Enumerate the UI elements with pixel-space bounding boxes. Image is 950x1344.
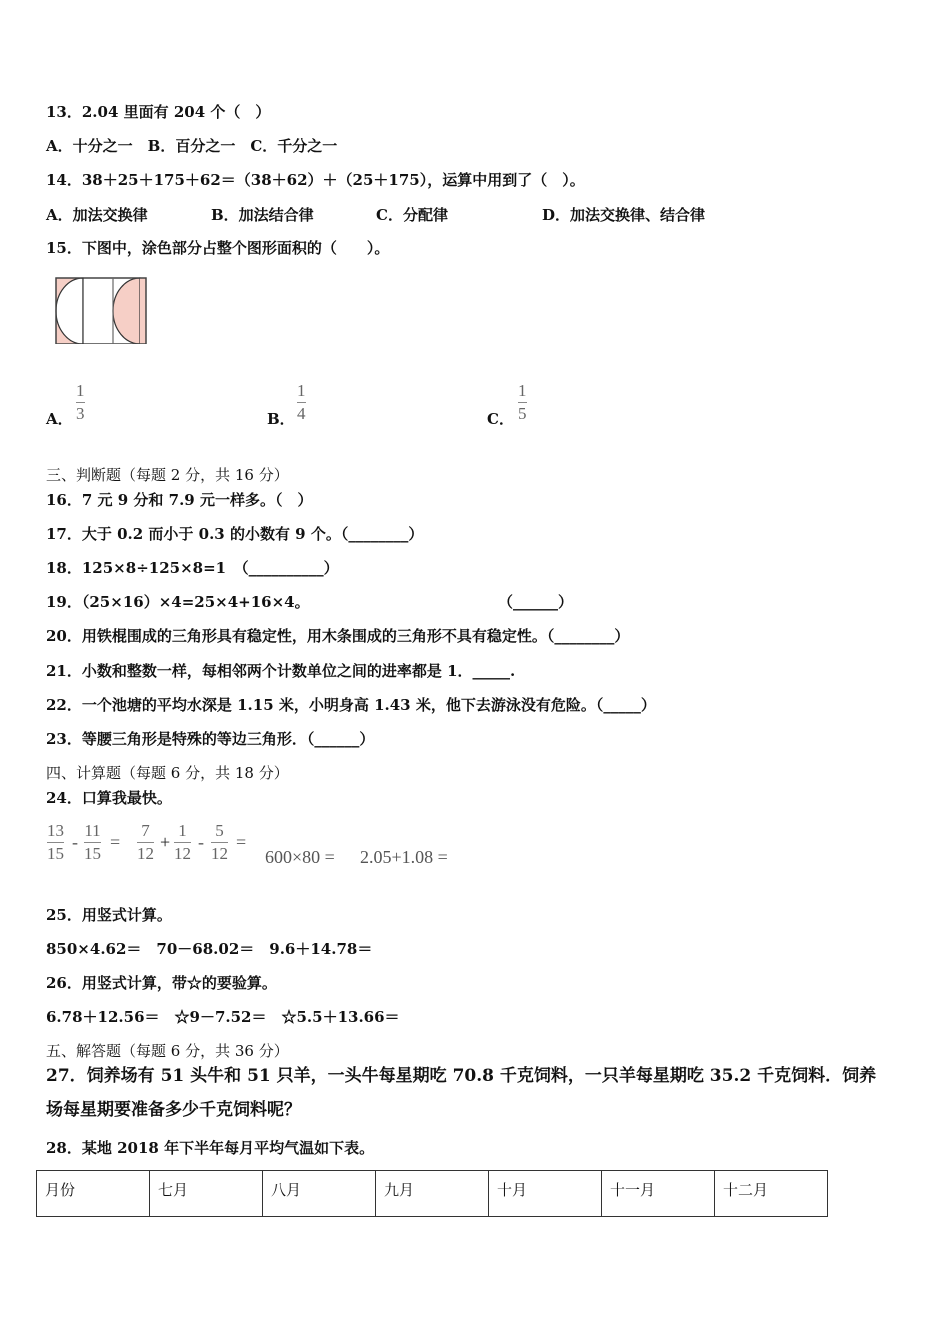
expression-600x80: 600×80 = xyxy=(265,847,335,867)
q14-option-b: B．加法结合律 xyxy=(211,206,314,224)
fraction-1-12: 1 12 xyxy=(174,821,191,863)
q14-option-a: A．加法交换律 xyxy=(46,206,148,224)
question-13-options: A．十分之一 B．百分之一 C．千分之一 xyxy=(46,137,338,155)
section-5-heading: 五、解答题（每题 6 分，共 36 分） xyxy=(46,1042,289,1060)
question-19: 19．（25×16）×4=25×4+16×4。 xyxy=(46,593,310,611)
question-27-line1: 27．饲养场有 51 头牛和 51 只羊，一头牛每星期吃 70.8 千克饲料，一只羊每星期吃 35.2 千克饲料．饲养 xyxy=(46,1066,877,1086)
question-22: 22．一个池塘的平均水深是 1.15 米，小明身高 1.43 米，他下去游泳没有危险。（_____） xyxy=(46,696,656,714)
question-15: 15．下图中，涂色部分占整个图形面积的（ ）。 xyxy=(46,239,390,257)
question-20: 20．用铁棍围成的三角形具有稳定性，用木条围成的三角形不具有稳定性。（________） xyxy=(46,627,630,645)
fraction-7-12: 7 12 xyxy=(137,821,154,863)
section-3-heading: 三、判断题（每题 2 分，共 16 分） xyxy=(46,466,289,484)
q15-option-c-fraction: 1 5 xyxy=(518,381,527,423)
question-19-blank: （______） xyxy=(498,593,574,611)
temperature-table xyxy=(36,1170,828,1217)
q14-option-c: C．分配律 xyxy=(376,206,448,224)
q15-option-b-label: B． xyxy=(267,410,295,428)
question-17: 17．大于 0.2 而小于 0.3 的小数有 9 个。（________） xyxy=(46,525,424,543)
q15-option-a-label: A． xyxy=(46,410,73,428)
minus-sign: - xyxy=(72,832,78,852)
question-26: 26．用竖式计算，带☆的要验算。 xyxy=(46,974,277,992)
table-row xyxy=(37,1171,828,1217)
equals-sign-2: = xyxy=(236,832,247,852)
fraction-11-15: 11 15 xyxy=(84,821,101,863)
q14-option-d: D．加法交换律、结合律 xyxy=(542,206,706,224)
table-header-cell: 十二月 xyxy=(715,1171,828,1217)
shaded-figure xyxy=(54,276,148,344)
section-4-heading: 四、计算题（每题 6 分，共 18 分） xyxy=(46,764,289,782)
plus-sign: + xyxy=(160,832,171,852)
question-18: 18．125×8÷125×8=1 （__________） xyxy=(46,559,339,577)
question-28: 28．某地 2018 年下半年每月平均气温如下表。 xyxy=(46,1139,375,1157)
question-25-items: 850×4.62＝ 70－68.02＝ 9.6＋14.78＝ xyxy=(46,940,373,958)
equals-sign: = xyxy=(110,832,121,852)
table-header-cell: 九月 xyxy=(376,1171,489,1217)
q15-option-b-fraction: 1 4 xyxy=(297,381,306,423)
question-13: 13．2.04 里面有 204 个（ ） xyxy=(46,103,271,121)
question-14: 14．38＋25＋175＋62＝（38＋62）＋（25＋175），运算中用到了（ ）。 xyxy=(46,171,585,189)
minus-sign-2: - xyxy=(198,832,204,852)
table-header-cell: 八月 xyxy=(263,1171,376,1217)
table-header-cell: 十一月 xyxy=(602,1171,715,1217)
question-16: 16．7 元 9 分和 7.9 元一样多。（ ） xyxy=(46,491,313,509)
question-24: 24．口算我最快。 xyxy=(46,789,172,807)
table-header-cell: 七月 xyxy=(150,1171,263,1217)
fraction-5-12: 5 12 xyxy=(211,821,228,863)
question-21: 21．小数和整数一样，每相邻两个计数单位之间的进率都是 1．_____. xyxy=(46,662,516,680)
table-header-cell: 月份 xyxy=(37,1171,150,1217)
question-25: 25．用竖式计算。 xyxy=(46,906,172,924)
question-27-line2: 场每星期要准备多少千克饲料呢？ xyxy=(46,1100,301,1120)
q15-option-c-label: C． xyxy=(487,410,514,428)
table-header-cell: 十月 xyxy=(489,1171,602,1217)
expression-2.05+1.08: 2.05+1.08 = xyxy=(360,847,448,867)
q15-option-a-fraction: 1 3 xyxy=(76,381,85,423)
fraction-13-15: 13 15 xyxy=(47,821,64,863)
question-23: 23．等腰三角形是特殊的等边三角形．（______） xyxy=(46,730,375,748)
question-26-items: 6.78＋12.56＝ ☆9－7.52＝ ☆5.5＋13.66＝ xyxy=(46,1008,400,1026)
